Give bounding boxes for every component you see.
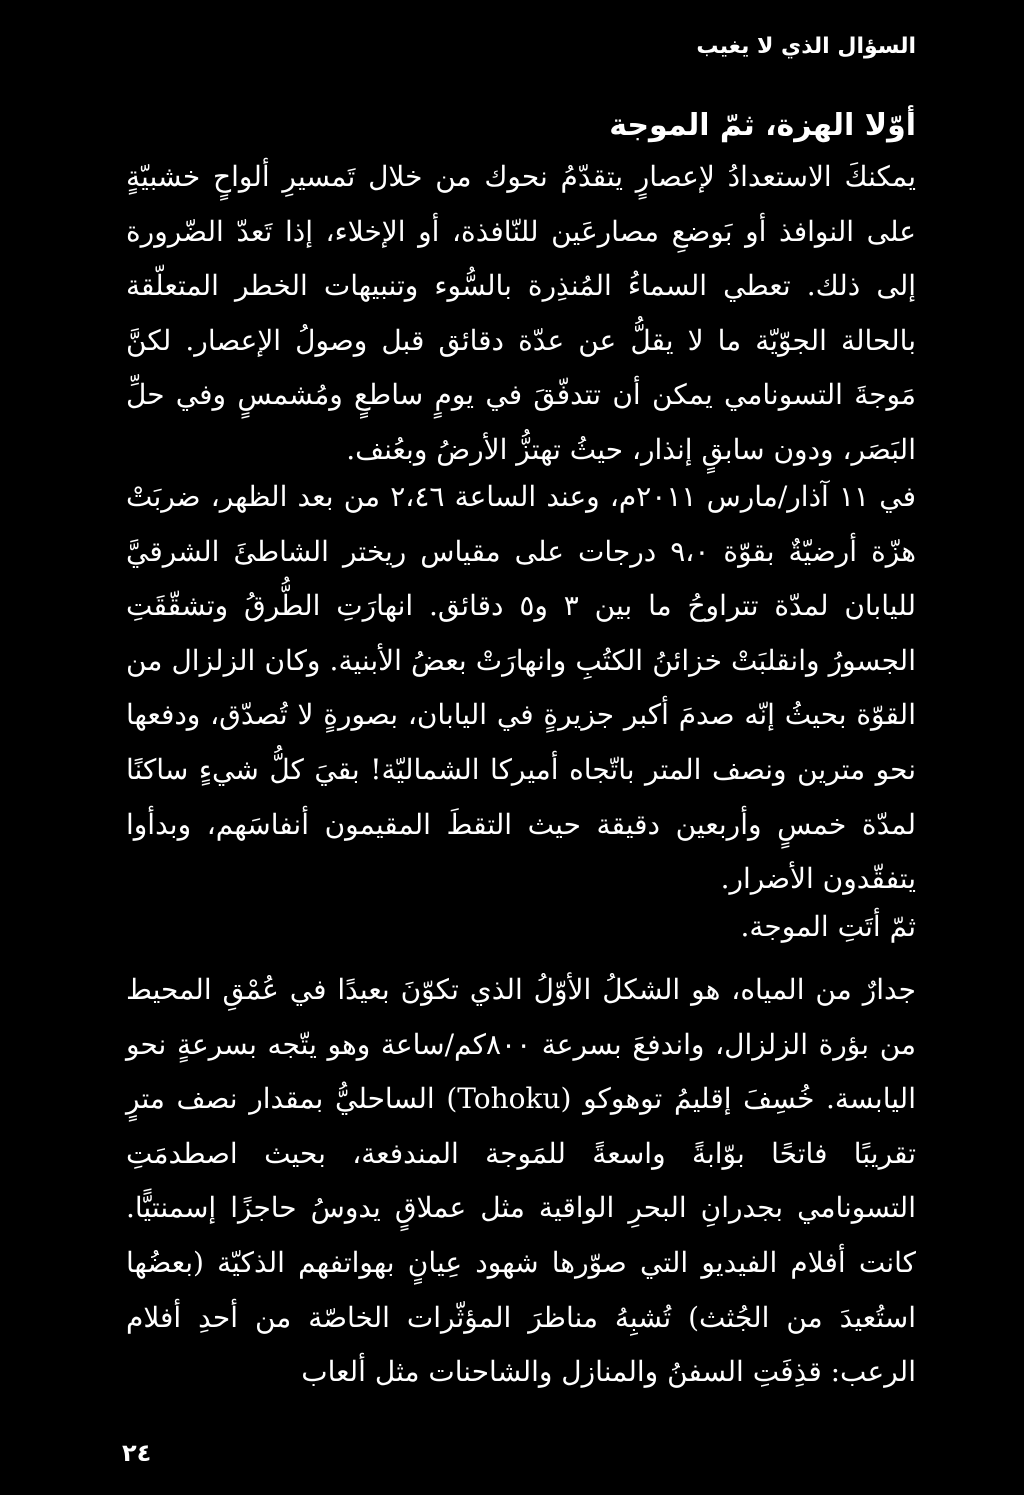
- paragraph-4: جدارٌ من المياه، هو الشكلُ الأوّلُ الذي تكوّنَ بعيدًا في عُمْقِ المحيط من بؤرة الزلزال، واندفعَ بسرعة ٨٠٠كم/ساعة وهو يتّجه بسرعةٍ نحو اليابسة. خُسِفَ إقليمُ توهوكو (Tohoku) الساحليُّ بمقدار نصف مترٍ تقريبًا فاتحًا بوّابةً واسعةً للمَوجة المندفعة، بحيث اصطدمَتِ التسونامي بجدرانِ البحرِ الواقية مثل عملاقٍ يدوسُ حاجزًا إسمنتيًّا. كانت أفلام الفيديو التي صوّرها شهود عِيانٍ بهواتفهم الذكيّة (بعضُها استُعيدَ من الجُثث) تُشبِهُ مناظرَ المؤثّرات الخاصّة من أحدِ أفلام الرعب: قذِفَتِ السفنُ والمنازل والشاحنات مثل ألعاب: [126, 973, 917, 1389]
- paragraph-1: يمكنكَ الاستعدادُ لإعصارٍ يتقدّمُ نحوك من خلال تَمسيرِ ألواحٍ خشبيّةٍ على النوافذ أو بَوضعِ مصارعَين للنّافذة، أو الإخلاء، إذا تَعدّ الضّرورة إلى ذلك. تعطي السماءُ المُنذِرة بالسُّوء وتنبيهات الخطر المتعلّقة بالحالة الجوّيّة ما لا يقلُّ عن عدّة دقائق قبل وصولُ الإعصار. لكنَّ مَوجةَ التسونامي يمكن أن تتدفّقَ في يومٍ ساطعٍ ومُشمسٍ وفي حلِّ البَصَر، ودون سابقٍ إنذار، حيثُ تهتزُّ الأرضُ وبعُنف.: [126, 160, 916, 466]
- section-heading: أوّلا الهزة، ثمّ الموجة: [609, 108, 916, 143]
- page-number: ٢٤: [122, 1439, 152, 1467]
- paragraph-3: ثمّ أتَتِ الموجة.: [740, 910, 916, 943]
- running-header: السؤال الذي لا يغيب: [696, 34, 916, 59]
- paragraph-2: في ١١ آذار/مارس ٢٠١١م، وعند الساعة ٢،٤٦ من بعد الظهر، ضربَتْ هزّة أرضيّةٌ بقوّة ٩،٠ درجات على مقياس ريختر الشاطئَ الشرقيَّ لليابان لمدّة تتراوحُ ما بين ٣ و٥ دقائق. انهارَتِ الطُّرقُ وتشقّقَتِ الجسورُ وانقلبَتْ خزائنُ الكتُبِ وانهارَتْ بعضُ الأبنية. وكان الزلزال من القوّة بحيثُ إنّه صدمَ أكبر جزيرةٍ في اليابان، بصورةٍ لا تُصدّق، ودفعها نحو مترين ونصف المتر باتّجاه أميركا الشماليّة! بقيَ كلُّ شيءٍ ساكنًا لمدّة خمسٍ وأربعين دقيقة حيث التقطَ المقيمون أنفاسَهم، وبدأوا يتفقّدون الأضرار.: [126, 480, 917, 896]
